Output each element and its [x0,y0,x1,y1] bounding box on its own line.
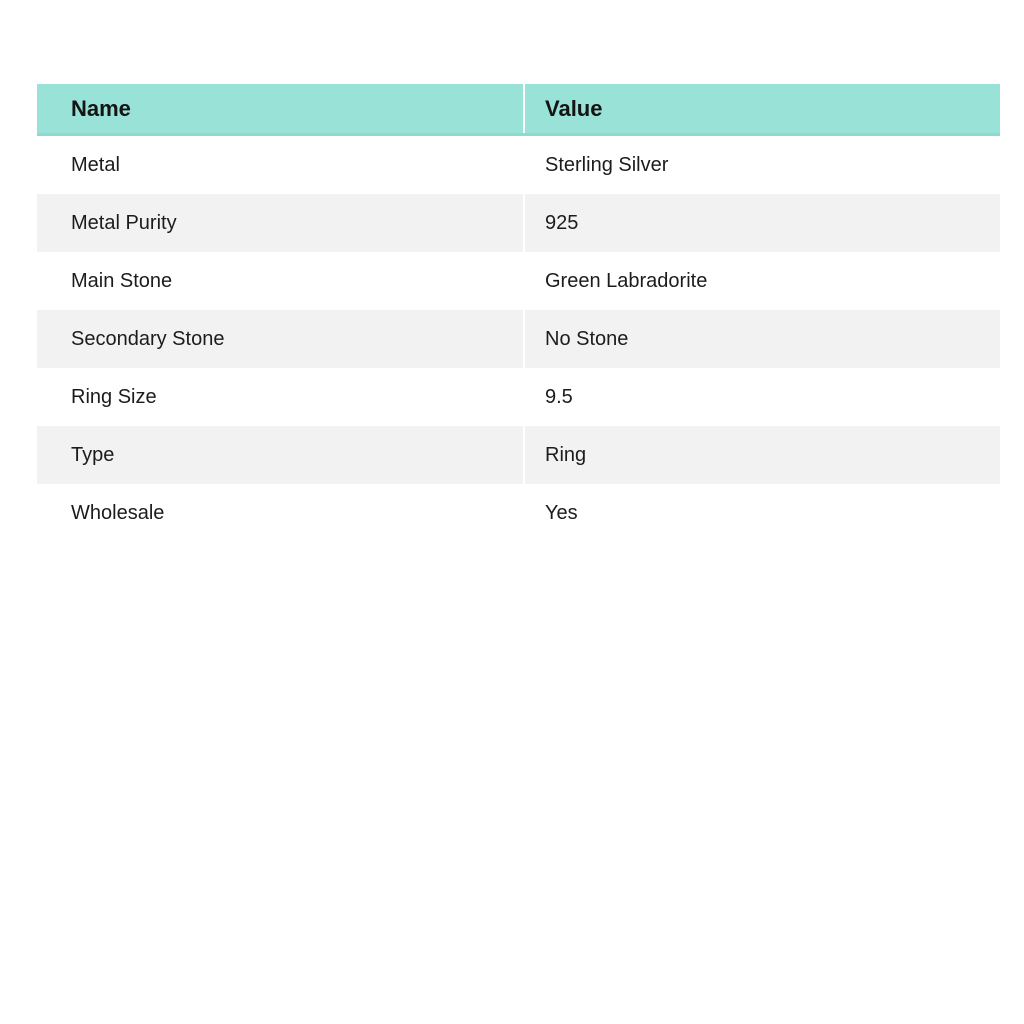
attribute-value: 9.5 [523,368,1000,426]
attribute-value: Yes [523,484,1000,542]
table-row [37,136,1000,194]
table-row [37,484,1000,542]
attribute-name: Type [71,443,115,466]
table-header-row [37,84,1000,136]
column-header-value: Value [523,84,1000,133]
table-row [37,368,1000,426]
table-row [37,426,1000,484]
column-header-name: Name [71,95,131,121]
table-row [37,310,1000,368]
attribute-name: Ring Size [71,385,157,408]
attribute-value: Ring [523,426,1000,484]
attribute-name: Secondary Stone [71,327,225,350]
attribute-name: Metal [71,153,120,176]
attributes-table [37,84,1000,542]
attribute-value: 925 [523,194,1000,252]
attribute-name: Wholesale [71,501,165,524]
attribute-value: Green Labradorite [523,252,1000,310]
attribute-value: Sterling Silver [523,136,1000,194]
table-row [37,252,1000,310]
attribute-name: Metal Purity [71,211,177,234]
attribute-value: No Stone [523,310,1000,368]
attribute-name: Main Stone [71,269,173,292]
table-row [37,194,1000,252]
